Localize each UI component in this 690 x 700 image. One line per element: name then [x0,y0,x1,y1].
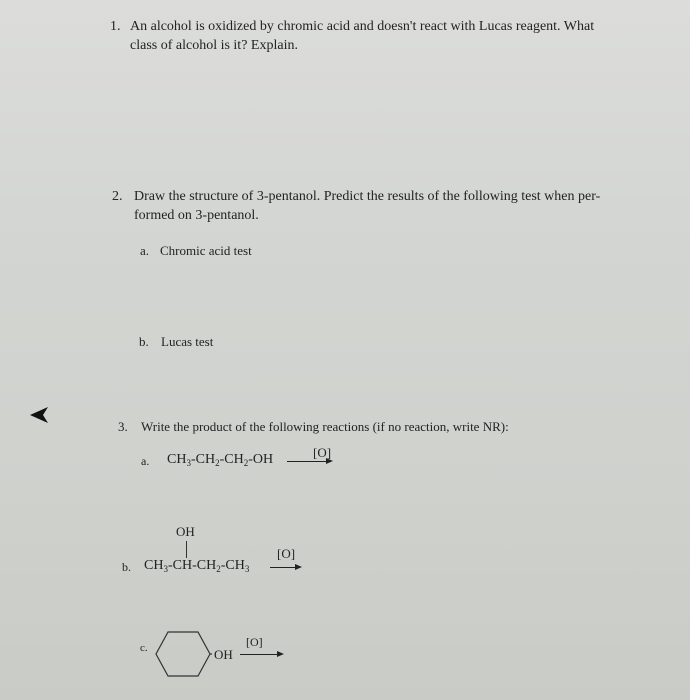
question-3-number: 3. [118,419,128,434]
question-3c-arrow [240,654,282,655]
question-2a-label: a. [140,243,150,258]
question-1-number: 1. [110,19,121,34]
question-3a-formula: $CH_3-CH_2-CH_2-OH$ [167,452,274,468]
question-2-line-2: formed on 3-pentanol. [134,208,259,223]
question-3b-label: b. [122,560,131,574]
question-3b-reagent: [O] [277,546,296,561]
question-3c-label: c. [140,642,148,654]
question-3-intro: Write the product of the following reactions (if no reaction, write NR): [141,419,509,434]
question-1-line-2: class of alcohol is it? Explain. [130,38,298,53]
question-1-line-1: An alcohol is oxidized by chromic acid and doesn't react with Lucas reagent. What [130,19,595,34]
question-2-line-1: Draw the structure of 3-pentanol. Predict the results of the following test when per- [134,189,601,204]
mouse-cursor-icon [28,405,52,425]
question-3c-oh: OH [214,647,233,662]
cyclohexane-ring-icon [154,630,212,678]
question-3c-reagent: [O] [246,635,263,649]
question-3b-arrow [270,567,300,568]
question-3b-formula: $CH_3-CH-CH_2-CH_3$ [144,558,250,574]
question-3a-reagent: [O] [313,445,332,460]
question-2b-label: b. [139,334,149,349]
question-2b-text: Lucas test [161,334,214,349]
question-3a-label: a. [141,454,150,468]
question-3b-oh: OH [176,524,195,539]
question-2a-text: Chromic acid test [160,243,252,258]
question-3b-bond [186,541,187,558]
question-3a-arrow [287,461,331,462]
question-2-number: 2. [112,189,123,204]
